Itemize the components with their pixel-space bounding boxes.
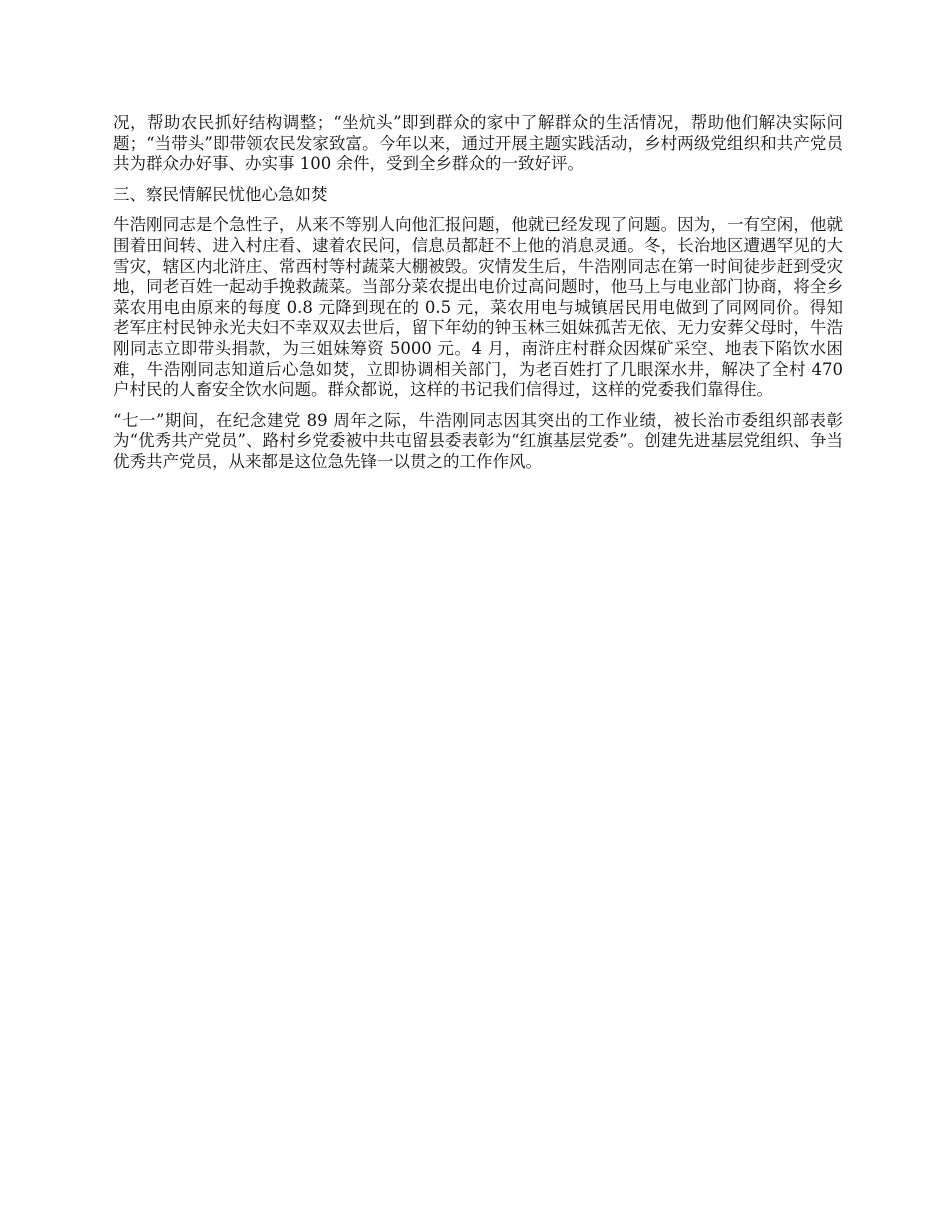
paragraph-intro-continuation: 况，帮助农民抓好结构调整；“坐炕头”即到群众的家中了解群众的生活情况，帮助他们解决实际问题；“当带头”即带领农民发家致富。今年以来，通过开展主题实践活动，乡村两级党组织和共产党员共为群众办好事、办实事 100 余件，受到全乡群众的一致好评。: [113, 113, 843, 174]
paragraph-closing: “七一”期间，在纪念建党 89 周年之际，牛浩刚同志因其突出的工作业绩，被长治市委组织部表彰为“优秀共产党员”、路村乡党委被中共屯留县委表彰为“红旗基层党委”。创建先进基层党组织、争当优秀共产党员，从来都是这位急先锋一以贯之的工作作风。: [113, 410, 843, 471]
document-page: [113, 113, 843, 483]
section-heading-3: 三、察民情解民忧他心急如焚: [113, 184, 328, 204]
paragraph-section-3-body: 牛浩刚同志是个急性子，从来不等别人向他汇报问题，他就已经发现了问题。因为，一有空闲，他就围着田间转、进入村庄看、逮着农民问，信息员都赶不上他的消息灵通。冬，长治地区遭遇罕见的大雪灾，辖区内北浒庄、常西村等村蔬菜大棚被毁。灾情发生后，牛浩刚同志在第一时间徒步赶到受灾地，同老百姓一起动手挽救蔬菜。当部分菜农提出电价过高问题时，他马上与电业部门协商，将全乡菜农用电由原来的每度 0.8 元降到现在的 0.5 元，菜农用电与城镇居民用电做到了同网同价。得知老军庄村民钟永光夫妇不幸双双去世后，留下年幼的钟玉林三姐妹孤苦无依、无力安葬父母时，牛浩刚同志立即带头捐款，为三姐妹筹资 5000 元。4 月，南浒庄村群众因煤矿采空、地表下陷饮水困难，牛浩刚同志知道后心急如焚，立即协调相关部门，为老百姓打了几眼深水井，解决了全村 470 户村民的人畜安全饮水问题。群众都说，这样的书记我们信得过，这样的党委我们靠得住。: [113, 215, 843, 400]
